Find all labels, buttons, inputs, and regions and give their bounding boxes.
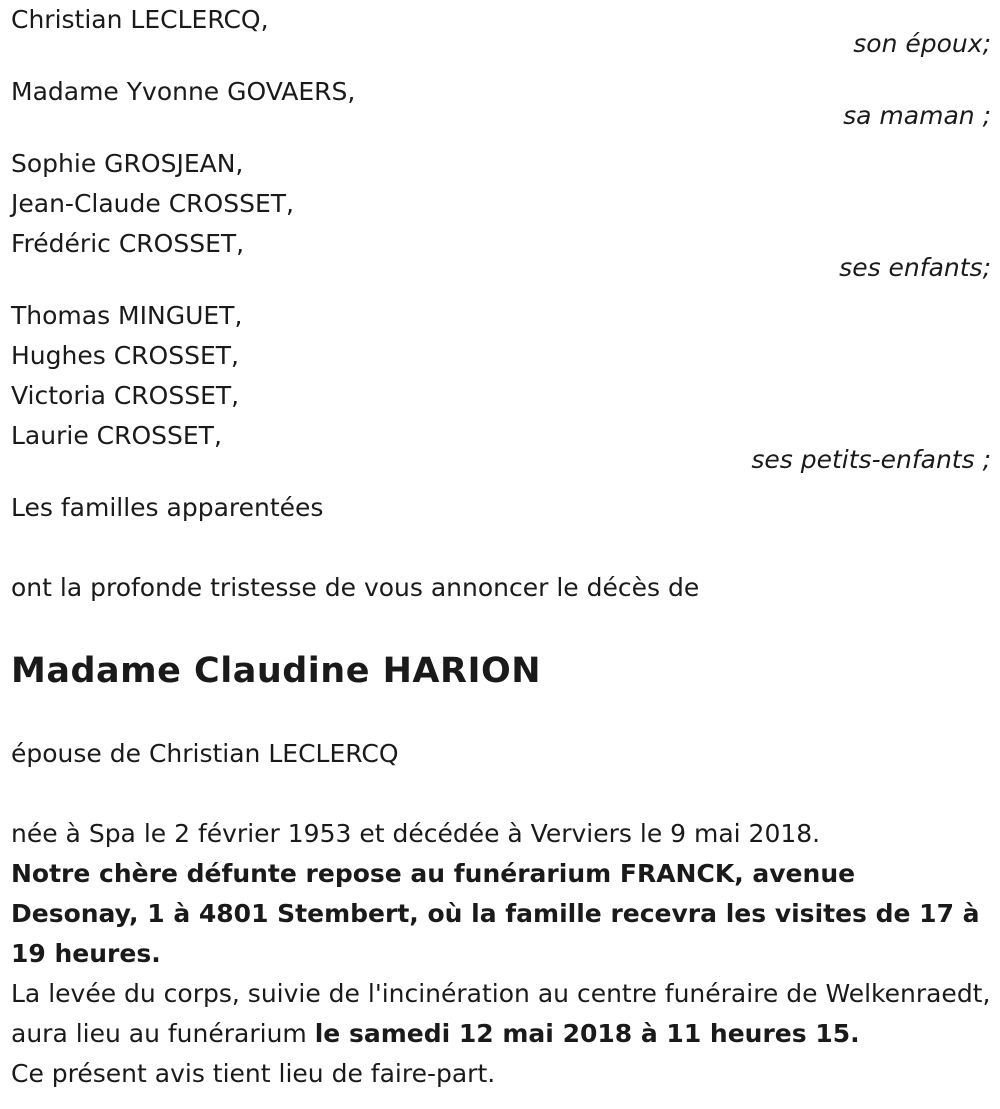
family-name: Hughes CROSSET, xyxy=(11,341,239,370)
family-name: Madame Yvonne GOVAERS, xyxy=(11,77,356,106)
obituary-notice xyxy=(11,0,991,1094)
announcement-line: ont la profonde tristesse de vous annoncer le décès de xyxy=(11,573,700,602)
family-name: Thomas MINGUET, xyxy=(11,301,243,330)
spouse-line: épouse de Christian LECLERCQ xyxy=(11,739,399,768)
family-name: Laurie CROSSET, xyxy=(11,421,222,450)
relatives-line: Les familles apparentées xyxy=(11,493,324,522)
birth-death-line: née à Spa le 2 février 1953 et décédée à Verviers le 9 mai 2018. xyxy=(11,819,821,848)
family-group-children xyxy=(11,144,991,288)
ceremony-text: La levée du corps, suivie de l'incinération au centre funéraire de Welkenraedt, aura lieu au funérarium xyxy=(11,979,991,1048)
family-name: Frédéric CROSSET, xyxy=(11,229,245,258)
family-name: Jean-Claude CROSSET, xyxy=(11,189,294,218)
deceased-name: Madame Claudine HARION xyxy=(11,651,542,691)
ceremony-date: le samedi 12 mai 2018 à 11 heures 15. xyxy=(314,1019,860,1048)
family-name: Victoria CROSSET, xyxy=(11,381,240,410)
funeral-home-paragraph: Notre chère défunte repose au funérarium FRANCK, avenue Desonay, 1 à 4801 Stembert, où la famille recevra les visites de 17 à 19 heures. xyxy=(11,859,980,968)
closing-line: Ce présent avis tient lieu de faire-part. xyxy=(11,1059,496,1088)
family-group-spouse xyxy=(11,0,991,64)
family-group-mother xyxy=(11,72,991,136)
family-name: Christian LECLERCQ, xyxy=(11,5,269,34)
family-group-grandchildren xyxy=(11,296,991,480)
family-role: ses enfants; xyxy=(839,253,991,282)
family-name: Sophie GROSJEAN, xyxy=(11,149,244,178)
ceremony-paragraph xyxy=(11,974,991,1054)
family-role: son époux; xyxy=(853,29,991,58)
family-role: sa maman ; xyxy=(843,101,991,130)
family-role: ses petits-enfants ; xyxy=(751,445,991,474)
